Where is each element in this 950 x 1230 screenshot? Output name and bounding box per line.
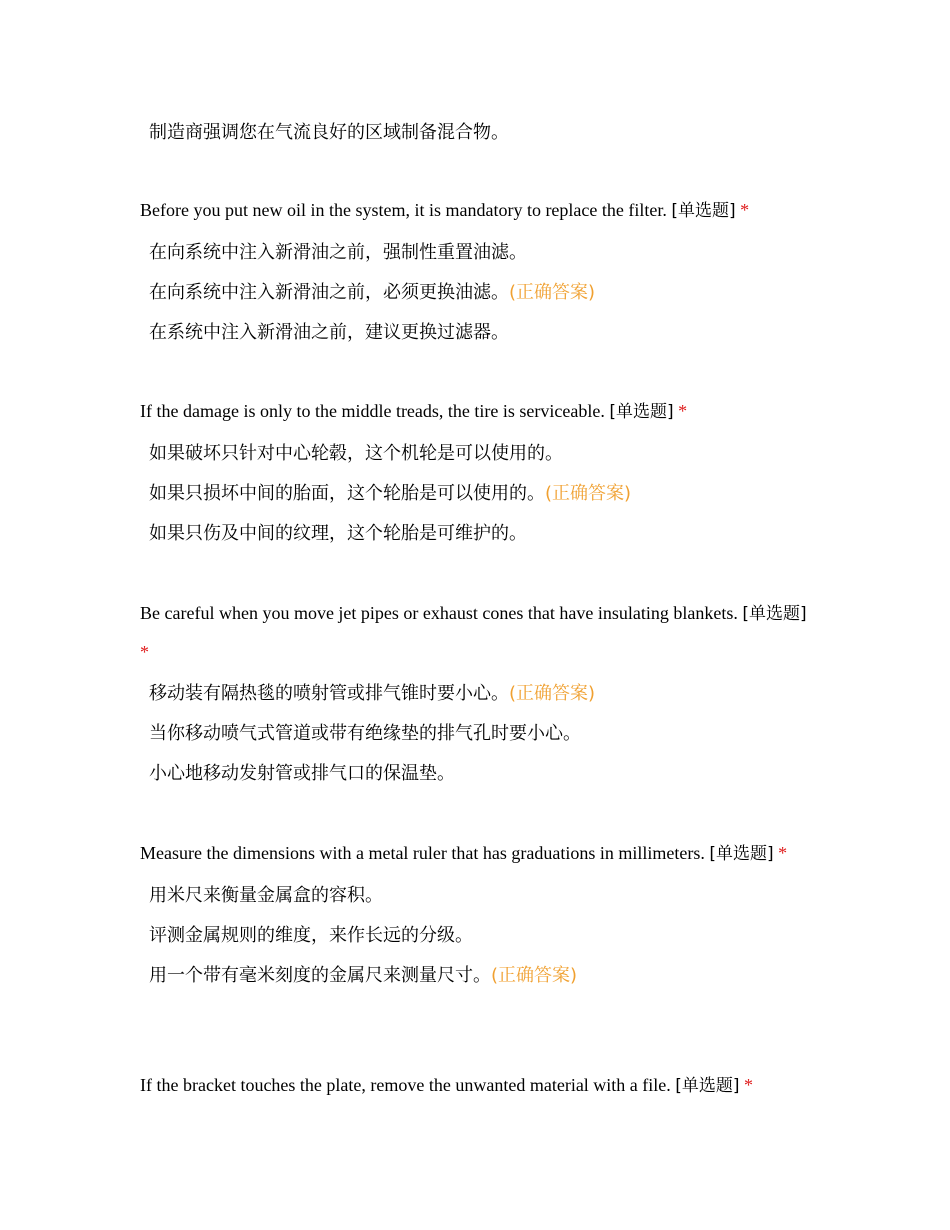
option-text: 评测金属规则的维度，来作长远的分级。 bbox=[149, 925, 473, 946]
option-list bbox=[149, 876, 812, 996]
required-marker: * bbox=[678, 401, 688, 421]
answer-option[interactable] bbox=[149, 313, 812, 353]
required-marker: * bbox=[140, 642, 149, 662]
question-title: Before you put new oil in the system, it is mandatory to replace the filter. [单选题] * bbox=[140, 200, 750, 221]
question-block bbox=[140, 191, 812, 353]
option-list bbox=[149, 233, 812, 353]
option-text: 用一个带有毫米刻度的金属尺来测量尺寸。 bbox=[149, 965, 491, 986]
question-type-tag: [单选题] bbox=[675, 1076, 740, 1096]
question-block bbox=[140, 594, 812, 794]
required-marker: * bbox=[740, 200, 750, 220]
option-text: 移动装有隔热毯的喷射管或排气锥时要小心。 bbox=[149, 683, 509, 704]
answer-option[interactable] bbox=[149, 120, 509, 146]
question-block bbox=[140, 392, 812, 554]
question-title: Be careful when you move jet pipes or exhaust cones that have insulating blankets. [单选题] * bbox=[140, 603, 807, 662]
answer-option[interactable] bbox=[149, 514, 812, 554]
option-text: 在向系统中注入新滑油之前，必须更换油滤。 bbox=[149, 282, 509, 303]
answer-option[interactable] bbox=[149, 273, 812, 313]
answer-option[interactable] bbox=[149, 434, 812, 474]
question-block bbox=[140, 1066, 812, 1105]
question-type-tag: [单选题] bbox=[709, 844, 774, 864]
question-title: Measure the dimensions with a metal ruler that has graduations in millimeters. [单选题] * bbox=[140, 843, 788, 864]
option-text: 当你移动喷气式管道或带有绝缘垫的排气孔时要小心。 bbox=[149, 723, 581, 744]
option-text: 制造商强调您在气流良好的区域制备混合物。 bbox=[149, 122, 509, 143]
question-title: If the bracket touches the plate, remove the unwanted material with a file. [单选题] * bbox=[140, 1075, 754, 1096]
answer-option[interactable] bbox=[149, 754, 812, 794]
option-list bbox=[149, 434, 812, 554]
answer-option[interactable] bbox=[149, 876, 812, 916]
answer-option[interactable] bbox=[149, 714, 812, 754]
answer-option[interactable] bbox=[149, 233, 812, 273]
correct-answer-label: (正确答案) bbox=[545, 483, 632, 504]
answer-option[interactable] bbox=[149, 916, 812, 956]
correct-answer-label: (正确答案) bbox=[491, 965, 578, 986]
answer-option[interactable] bbox=[149, 956, 812, 996]
option-text: 如果只伤及中间的纹理，这个轮胎是可维护的。 bbox=[149, 523, 527, 544]
required-marker: * bbox=[744, 1075, 754, 1095]
answer-option[interactable] bbox=[149, 474, 812, 514]
correct-answer-label: (正确答案) bbox=[509, 683, 596, 704]
option-text: 在向系统中注入新滑油之前，强制性重置油滤。 bbox=[149, 242, 527, 263]
option-list bbox=[149, 674, 812, 794]
question-type-tag: [单选题] bbox=[671, 201, 736, 221]
option-text: 如果破坏只针对中心轮毂，这个机轮是可以使用的。 bbox=[149, 443, 563, 464]
option-text: 在系统中注入新滑油之前，建议更换过滤器。 bbox=[149, 322, 509, 343]
question-type-tag: [单选题] bbox=[609, 402, 674, 422]
answer-option[interactable] bbox=[149, 674, 812, 714]
question-type-tag: [单选题] bbox=[742, 604, 807, 624]
option-text: 如果只损坏中间的胎面，这个轮胎是可以使用的。 bbox=[149, 483, 545, 504]
option-text: 小心地移动发射管或排气口的保温垫。 bbox=[149, 763, 455, 784]
question-block bbox=[140, 834, 812, 996]
question-title: If the damage is only to the middle treads, the tire is serviceable. [单选题] * bbox=[140, 401, 688, 422]
option-text: 用米尺来衡量金属盒的容积。 bbox=[149, 885, 383, 906]
correct-answer-label: (正确答案) bbox=[509, 282, 596, 303]
required-marker: * bbox=[778, 843, 788, 863]
